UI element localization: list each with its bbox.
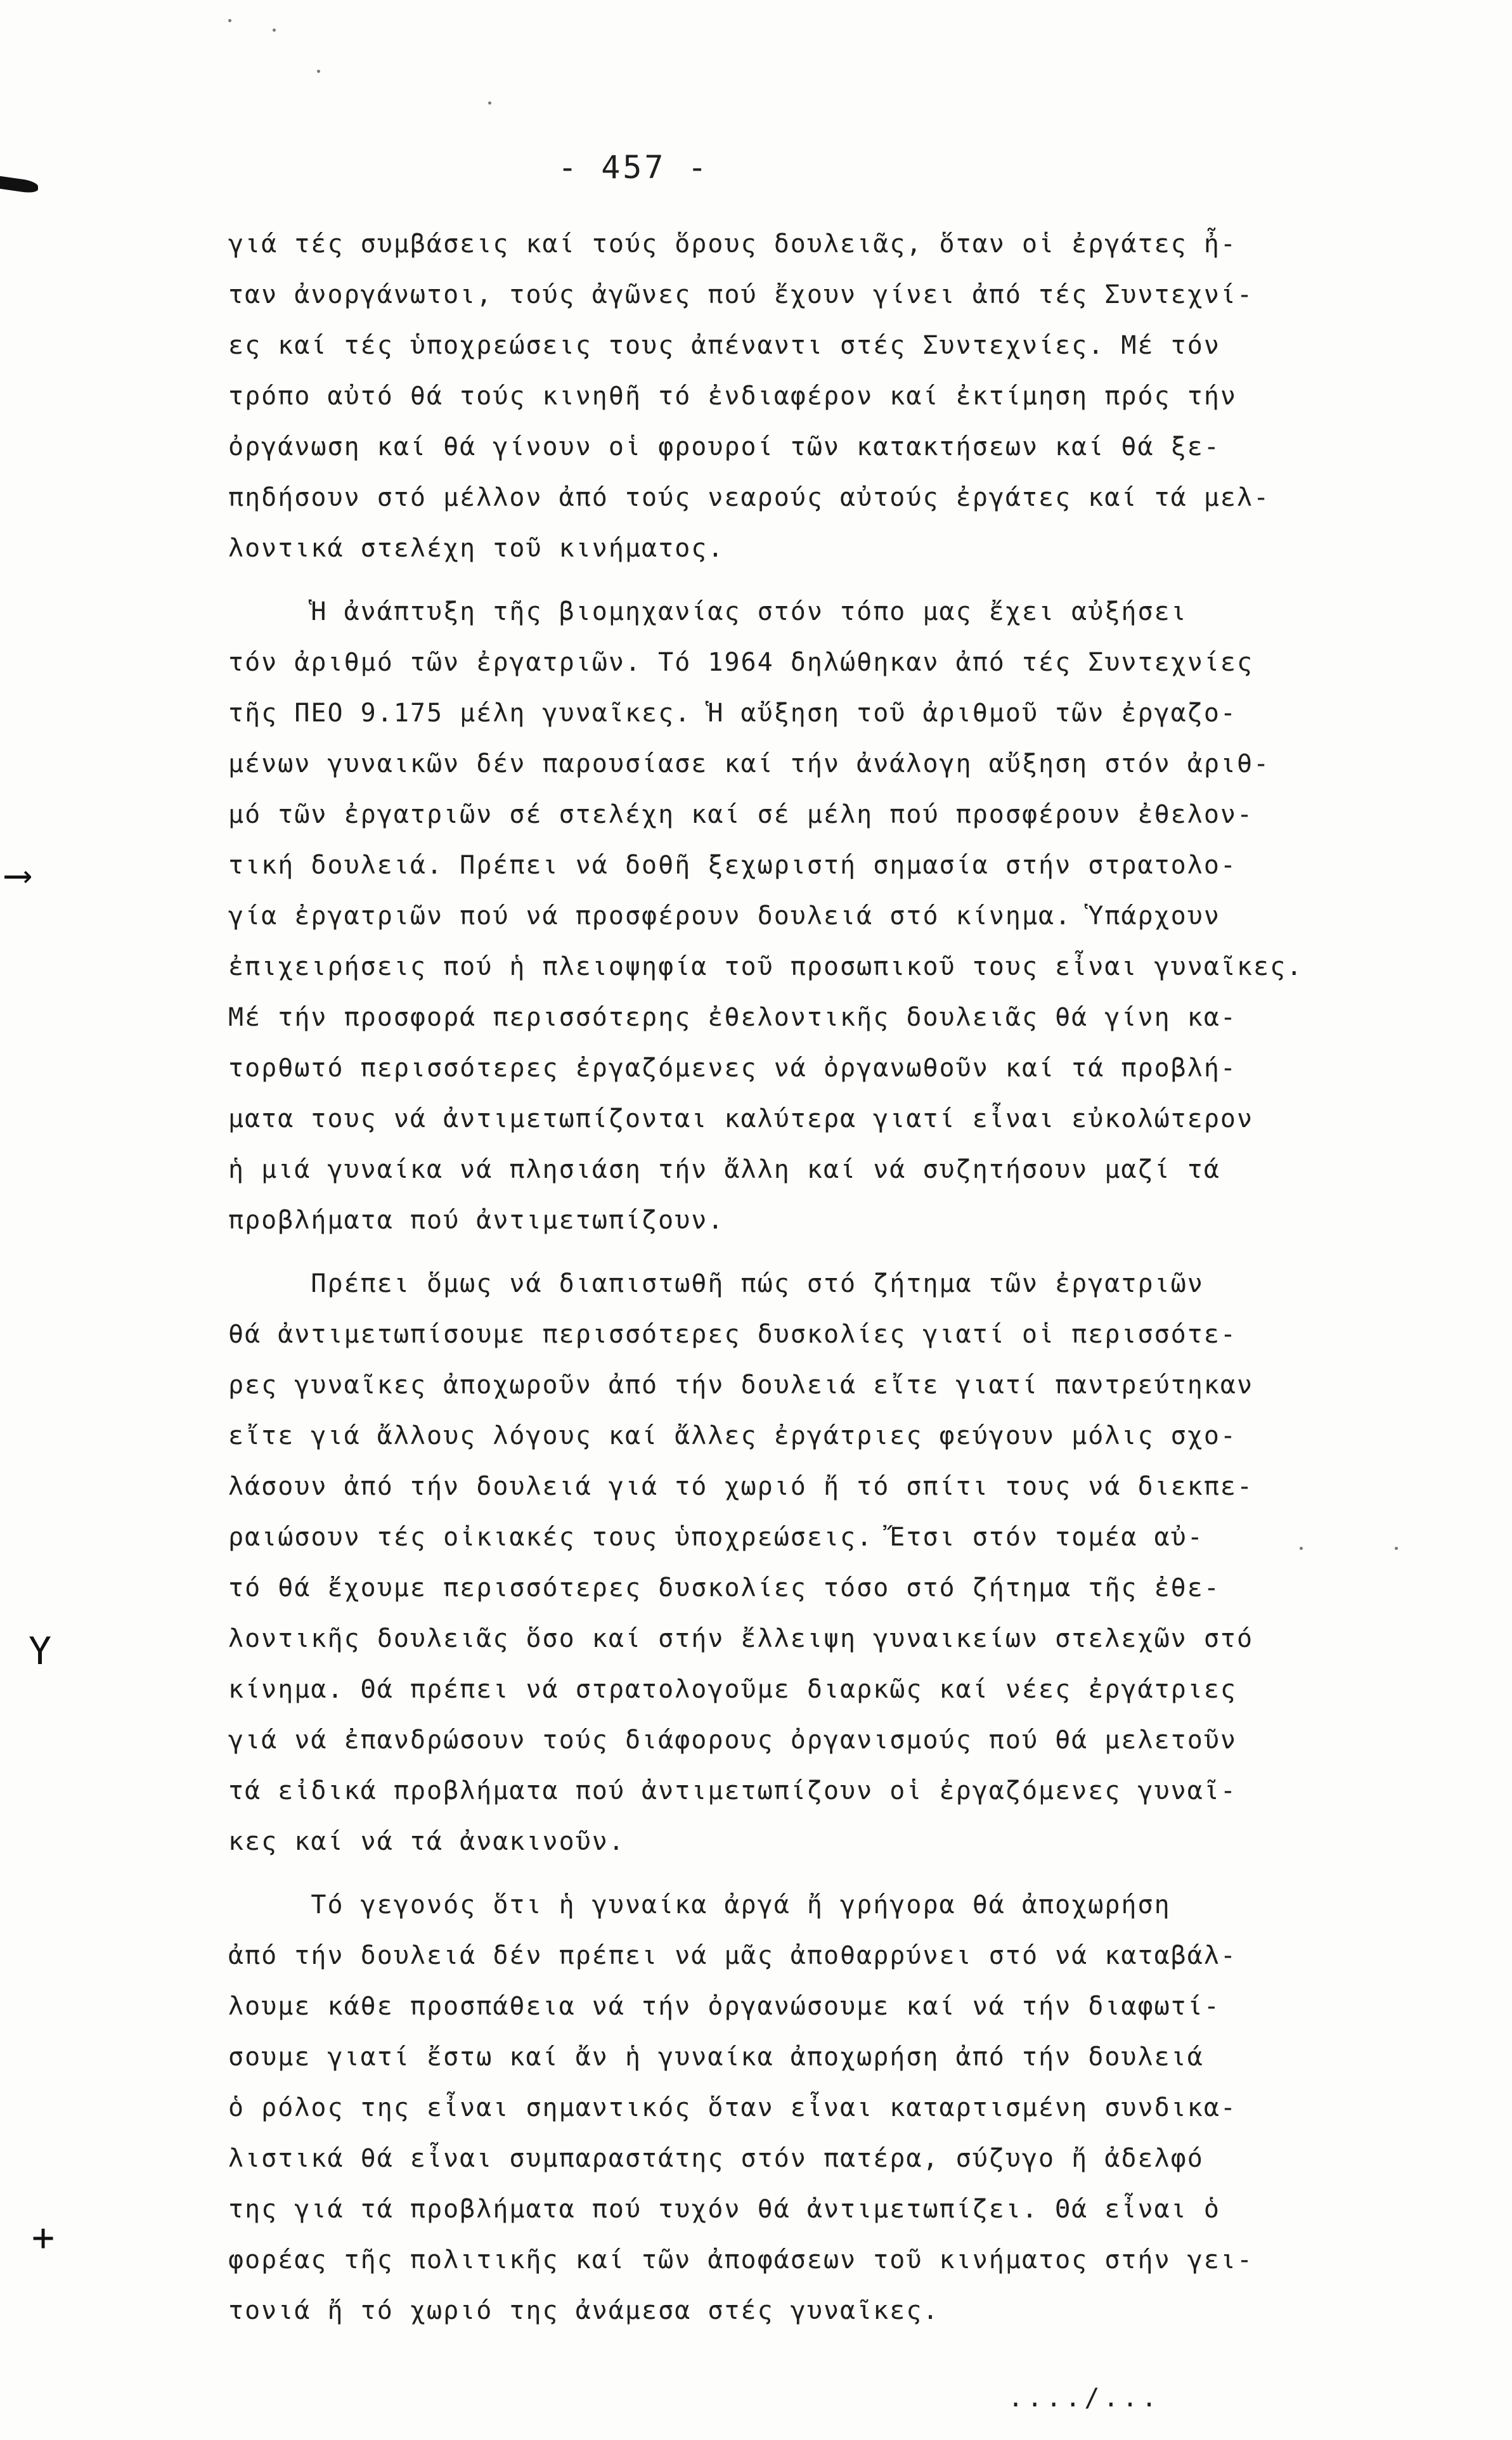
text-line: Πρέπει ὅμως νά διαπιστωθῆ πώς στό ζήτημα τῶν ἐργατριῶν	[228, 1269, 1204, 1298]
speck	[273, 29, 276, 32]
text-line: Ἡ ἀνάπτυξη τῆς βιομηχανίας στόν τόπο μας ἔχει αὐξήσει	[228, 597, 1187, 626]
text-line: τῆς ΠΕΟ 9.175 μέλη γυναῖκες. Ἡ αὔξηση τοῦ ἀριθμοῦ τῶν ἐργαζο-	[228, 699, 1237, 728]
text-line: ὀργάνωση καί θά γίνουν οἱ φρουροί τῶν κατακτήσεων καί θά ξε-	[228, 432, 1220, 462]
speck	[488, 101, 491, 105]
margin-smudge	[0, 171, 38, 197]
text-line: της γιά τά προβλήματα πού τυχόν θά ἀντιμετωπίζει. Θά εἶναι ὁ	[228, 2195, 1220, 2224]
text-line: γία ἐργατριῶν πού νά προσφέρουν δουλειά στό κίνημα. Ὑπάρχουν	[228, 901, 1220, 931]
page-number: - 457 -	[558, 149, 709, 186]
paragraph-4	[228, 1880, 1319, 2336]
text-line: εἴτε γιά ἄλλους λόγους καί ἄλλες ἐργάτριες φεύγουν μόλις σχο-	[228, 1421, 1237, 1450]
text-line: σουμε γιατί ἔστω καί ἄν ἡ γυναίκα ἀποχωρήση ἀπό τήν δουλειά	[228, 2043, 1204, 2072]
text-line: ες καί τές ὑποχρεώσεις τους ἀπέναντι στές Συντεχνίες. Μέ τόν	[228, 331, 1220, 360]
text-line: γιά τές συμβάσεις καί τούς ὅρους δουλειᾶς, ὅταν οἱ ἐργάτες ἦ-	[228, 229, 1237, 259]
text-line: ὁ ρόλος της εἶναι σημαντικός ὅταν εἶναι καταρτισμένη συνδικα-	[228, 2093, 1237, 2122]
text-line: φορέας τῆς πολιτικῆς καί τῶν ἀποφάσεων τοῦ κινήματος στήν γει-	[228, 2245, 1254, 2275]
text-line: λοντικῆς δουλειᾶς ὅσο καί στήν ἔλλειψη γυναικείων στελεχῶν στό	[228, 1624, 1254, 1653]
text-line: τά εἰδικά προβλήματα πού ἀντιμετωπίζουν οἱ ἐργαζόμενες γυναῖ-	[228, 1776, 1237, 1805]
paragraph-3	[228, 1258, 1319, 1867]
text-line: λάσουν ἀπό τήν δουλειά γιά τό χωριό ἤ τό σπίτι τους νά διεκπε-	[228, 1472, 1254, 1501]
text-line: τορθωτό περισσότερες ἐργαζόμενες νά ὀργανωθοῦν καί τά προβλή-	[228, 1054, 1237, 1083]
margin-mark-middle: Y	[29, 1629, 52, 1674]
text-line: ρες γυναῖκες ἀποχωροῦν ἀπό τήν δουλειά εἴτε γιατί παντρεύτηκαν	[228, 1371, 1254, 1400]
text-line: ραιώσουν τές οἰκιακές τους ὑποχρεώσεις. Ἔτσι στόν τομέα αὐ-	[228, 1523, 1204, 1552]
text-line: γιά νά ἐπανδρώσουν τούς διάφορους ὀργανισμούς πού θά μελετοῦν	[228, 1726, 1237, 1755]
text-line: τόν ἀριθμό τῶν ἐργατριῶν. Τό 1964 δηλώθηκαν ἀπό τές Συντεχνίες	[228, 648, 1254, 677]
text-line: λοντικά στελέχη τοῦ κινήματος.	[228, 534, 725, 563]
text-line: ματα τους νά ἀντιμετωπίζονται καλύτερα γιατί εἶναι εὐκολώτερον	[228, 1104, 1254, 1133]
text-line: ἀπό τήν δουλειά δέν πρέπει νά μᾶς ἀποθαρρύνει στό νά καταβάλ-	[228, 1941, 1237, 1970]
text-line: λιστικά θά εἶναι συμπαραστάτης στόν πατέρα, σύζυγο ἤ ἀδελφό	[228, 2144, 1204, 2173]
speck	[1395, 1547, 1398, 1550]
margin-mark-bottom: +	[32, 2216, 55, 2260]
text-line: τρόπο αὐτό θά τούς κινηθῆ τό ἐνδιαφέρον καί ἐκτίμηση πρός τήν	[228, 382, 1237, 411]
continuation-mark: ..../...	[1008, 2384, 1161, 2413]
paragraph-1	[228, 219, 1319, 574]
text-line: τό θά ἔχουμε περισσότερες δυσκολίες τόσο στό ζήτημα τῆς ἐθε-	[228, 1573, 1220, 1603]
text-line: κίνημα. Θά πρέπει νά στρατολογοῦμε διαρκῶς καί νέες ἐργάτριες	[228, 1675, 1237, 1704]
speck	[317, 70, 320, 73]
margin-mark-top: ⟶	[6, 853, 30, 897]
text-line: ἡ μιά γυναίκα νά πλησιάση τήν ἄλλη καί νά συζητήσουν μαζί τά	[228, 1155, 1220, 1184]
text-line: μένων γυναικῶν δέν παρουσίασε καί τήν ἀνάλογη αὔξηση στόν ἀριθ-	[228, 749, 1270, 778]
text-line: πηδήσουν στό μέλλον ἀπό τούς νεαρούς αὐτούς ἐργάτες καί τά μελ-	[228, 483, 1270, 512]
text-line: προβλήματα πού ἀντιμετωπίζουν.	[228, 1206, 725, 1235]
text-line: ταν ἀνοργάνωτοι, τούς ἀγῶνες πού ἔχουν γίνει ἀπό τές Συντεχνί-	[228, 280, 1254, 309]
text-line: μό τῶν ἐργατριῶν σέ στελέχη καί σέ μέλη πού προσφέρουν ἐθελον-	[228, 800, 1254, 829]
text-line: θά ἀντιμετωπίσουμε περισσότερες δυσκολίες γιατί οἱ περισσότε-	[228, 1320, 1237, 1349]
text-line: κες καί νά τά ἀνακινοῦν.	[228, 1827, 625, 1856]
text-line: ἐπιχειρήσεις πού ἡ πλειοψηφία τοῦ προσωπικοῦ τους εἶναι γυναῖκες.	[228, 952, 1303, 981]
text-line: Τό γεγονός ὅτι ἡ γυναίκα ἀργά ἤ γρήγορα θά ἀποχωρήση	[228, 1890, 1171, 1920]
text-line: τονιά ἤ τό χωριό της ἀνάμεσα στές γυναῖκες.	[228, 2296, 940, 2325]
text-line: Μέ τήν προσφορά περισσότερης ἐθελοντικῆς δουλειᾶς θά γίνη κα-	[228, 1003, 1237, 1032]
paragraph-2	[228, 586, 1319, 1246]
speck	[228, 19, 231, 22]
text-line: λουμε κάθε προσπάθεια νά τήν ὀργανώσουμε καί νά τήν διαφωτί-	[228, 1992, 1220, 2021]
text-line: τική δουλειά. Πρέπει νά δοθῆ ξεχωριστή σημασία στήν στρατολο-	[228, 851, 1237, 880]
